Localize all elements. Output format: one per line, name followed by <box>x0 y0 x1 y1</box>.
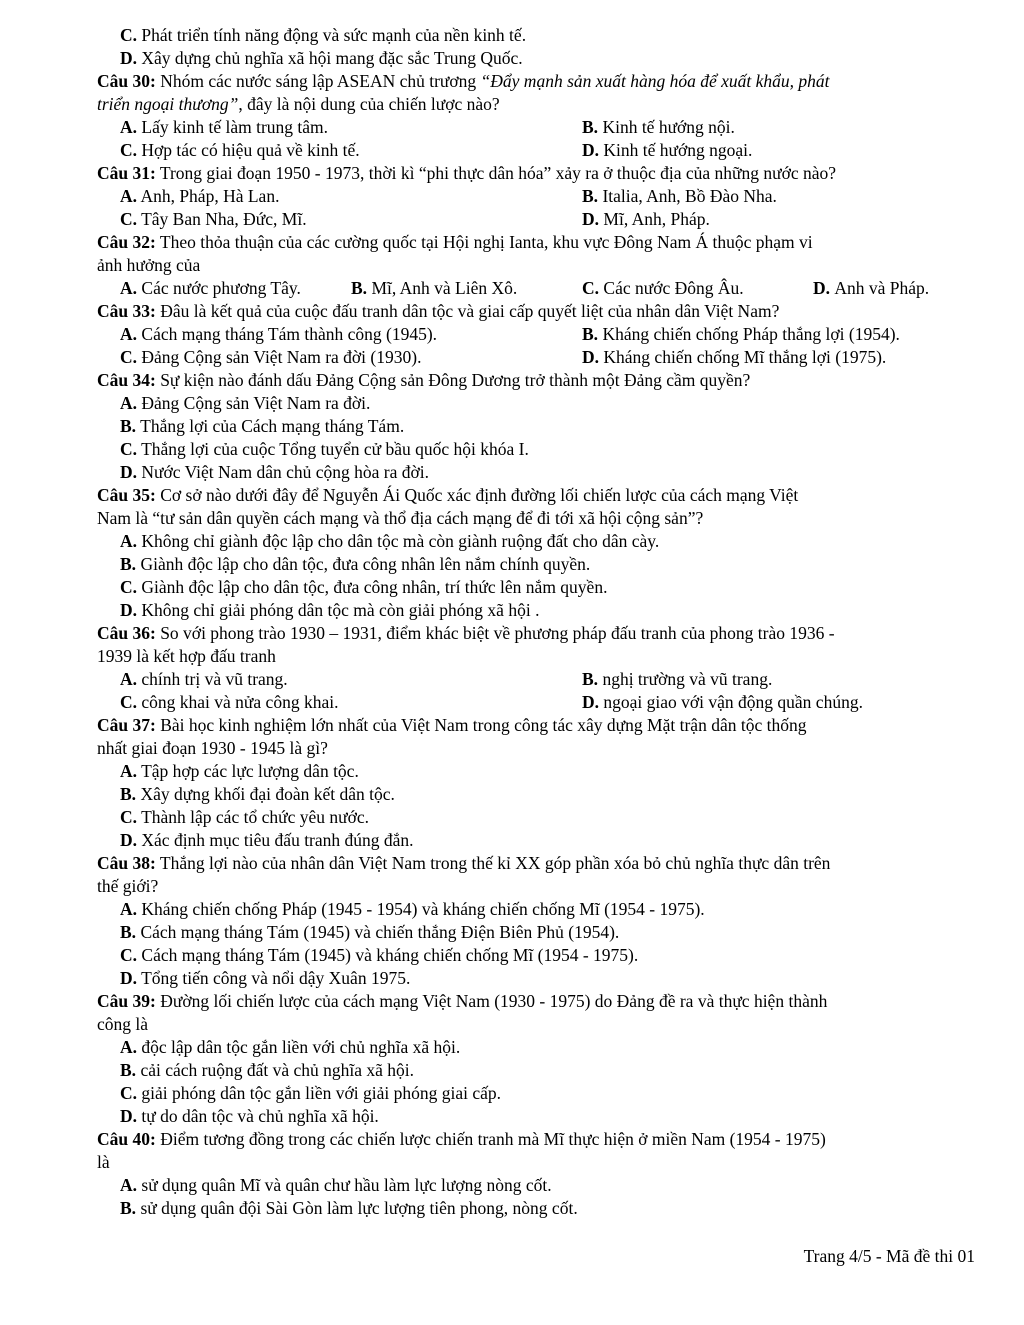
question-31-options-row1 <box>97 185 975 208</box>
option-a: A. sử dụng quân Mĩ và quân chư hầu làm lực lượng nòng cốt. <box>120 1175 552 1195</box>
option-c: C. giải phóng dân tộc gắn liền với giải phóng giai cấp. <box>120 1083 502 1103</box>
option-c: C. Hợp tác có hiệu quả về kinh tế. <box>120 140 360 160</box>
question-30-stem: Câu 30: Nhóm các nước sáng lập ASEAN chủ trương “Đẩy mạnh sản xuất hàng hóa để xuất khẩu, phát <box>97 71 830 91</box>
option-c: C. Thắng lợi của cuộc Tổng tuyển cử bầu quốc hội khóa I. <box>120 439 529 459</box>
option-b: B. nghị trường và vũ trang. <box>582 669 773 689</box>
page-footer: Trang 4/5 - Mã đề thi 01 <box>803 1246 975 1266</box>
question-36-options-row1 <box>97 668 975 691</box>
question-38-stem-cont: thế giới? <box>97 876 159 896</box>
option-a: A. Anh, Pháp, Hà Lan. <box>120 186 280 206</box>
question-32-stem-cont: ảnh hưởng của <box>97 255 201 275</box>
question-36-options-row2 <box>97 691 975 714</box>
option-c: C. Cách mạng tháng Tám (1945) và kháng chiến chống Mĩ (1954 - 1975). <box>120 945 639 965</box>
question-32-stem: Câu 32: Theo thỏa thuận của các cường quốc tại Hội nghị Ianta, khu vực Đông Nam Á thuộc phạm vi <box>97 232 813 252</box>
question-40-stem-cont: là <box>97 1152 110 1172</box>
option-b: B. Thắng lợi của Cách mạng tháng Tám. <box>120 416 405 436</box>
option-b: B. Cách mạng tháng Tám (1945) và chiến thắng Điện Biên Phủ (1954). <box>120 922 620 942</box>
option-c: C. Giành độc lập cho dân tộc, đưa công nhân, trí thức lên nắm quyền. <box>120 577 608 597</box>
option-a: A. độc lập dân tộc gắn liền với chủ nghĩa xã hội. <box>120 1037 461 1057</box>
option-d: D. Mĩ, Anh, Pháp. <box>582 209 710 229</box>
question-35-stem-cont: Nam là “tư sản dân quyền cách mạng và thổ địa cách mạng để đi tới xã hội cộng sản”? <box>97 508 704 528</box>
option-c: C. Phát triển tính năng động và sức mạnh của nền kinh tế. <box>120 25 527 45</box>
option-b: B. Kinh tế hướng nội. <box>582 117 735 137</box>
question-34-stem: Câu 34: Sự kiện nào đánh dấu Đảng Cộng sản Đông Dương trở thành một Đảng cầm quyền? <box>97 370 751 390</box>
option-b: B. sử dụng quân đội Sài Gòn làm lực lượng tiên phong, nòng cốt. <box>120 1198 578 1218</box>
exam-content <box>97 24 975 1220</box>
option-a: A. Các nước phương Tây. <box>120 278 301 298</box>
option-d: D. ngoại giao với vận động quần chúng. <box>582 692 863 712</box>
option-c: C. Các nước Đông Âu. <box>582 278 744 298</box>
question-37-stem: Câu 37: Bài học kinh nghiệm lớn nhất của Việt Nam trong công tác xây dựng Mặt trận dân tộc thống <box>97 715 807 735</box>
question-33-options-row1 <box>97 323 975 346</box>
option-d: D. Anh và Pháp. <box>813 278 930 298</box>
option-d: D. Xây dựng chủ nghĩa xã hội mang đặc sắc Trung Quốc. <box>120 48 523 68</box>
option-c: C. Tây Ban Nha, Đức, Mĩ. <box>120 209 307 229</box>
option-a: A. Cách mạng tháng Tám thành công (1945). <box>120 324 438 344</box>
option-d: D. Nước Việt Nam dân chủ cộng hòa ra đời. <box>120 462 429 482</box>
option-c: C. Đảng Cộng sản Việt Nam ra đời (1930). <box>120 347 422 367</box>
question-38-stem: Câu 38: Thắng lợi nào của nhân dân Việt Nam trong thế kỉ XX góp phần xóa bỏ chủ nghĩa thực dân trên <box>97 853 831 873</box>
question-39-stem-cont: công là <box>97 1014 149 1034</box>
option-a: A. Không chỉ giành độc lập cho dân tộc mà còn giành ruộng đất cho dân cày. <box>120 531 660 551</box>
question-36-stem: Câu 36: So với phong trào 1930 – 1931, điểm khác biệt về phương pháp đấu tranh của phong trào 1936 - <box>97 623 835 643</box>
option-c: C. công khai và nửa công khai. <box>120 692 339 712</box>
option-b: B. Kháng chiến chống Pháp thắng lợi (1954). <box>582 324 900 344</box>
option-d: D. Kháng chiến chống Mĩ thắng lợi (1975). <box>582 347 887 367</box>
option-b: B. Italia, Anh, Bồ Đào Nha. <box>582 186 777 206</box>
question-30-stem-cont: triển ngoại thương”, đây là nội dung của chiến lược nào? <box>97 94 500 114</box>
option-b: B. Giành độc lập cho dân tộc, đưa công nhân lên nắm chính quyền. <box>120 554 591 574</box>
question-30-options-row1 <box>97 116 975 139</box>
option-d: D. tự do dân tộc và chủ nghĩa xã hội. <box>120 1106 379 1126</box>
question-36-stem-cont: 1939 là kết hợp đấu tranh <box>97 646 276 666</box>
option-d: D. Tổng tiến công và nổi dậy Xuân 1975. <box>120 968 411 988</box>
question-39-stem: Câu 39: Đường lối chiến lược của cách mạng Việt Nam (1930 - 1975) do Đảng đề ra và thực hiện thành <box>97 991 828 1011</box>
question-31-stem: Câu 31: Trong giai đoạn 1950 - 1973, thời kì “phi thực dân hóa” xảy ra ở thuộc địa của những nước nào? <box>97 163 837 183</box>
option-b: B. Xây dựng khối đại đoàn kết dân tộc. <box>120 784 395 804</box>
question-30-options-row2 <box>97 139 975 162</box>
option-b: B. Mĩ, Anh và Liên Xô. <box>351 278 518 298</box>
option-d: D. Xác định mục tiêu đấu tranh đúng đắn. <box>120 830 414 850</box>
option-d: D. Không chỉ giải phóng dân tộc mà còn giải phóng xã hội . <box>120 600 540 620</box>
question-35-stem: Câu 35: Cơ sở nào dưới đây để Nguyễn Ái Quốc xác định đường lối chiến lược của cách mạng Việt <box>97 485 799 505</box>
question-33-stem: Câu 33: Đâu là kết quả của cuộc đấu tranh dân tộc và giai cấp quyết liệt của nhân dân Việt Nam? <box>97 301 780 321</box>
question-33-options-row2 <box>97 346 975 369</box>
option-c: C. Thành lập các tổ chức yêu nước. <box>120 807 369 827</box>
option-a: A. Tập hợp các lực lượng dân tộc. <box>120 761 359 781</box>
option-b: B. cải cách ruộng đất và chủ nghĩa xã hội. <box>120 1060 415 1080</box>
option-d: D. Kinh tế hướng ngoại. <box>582 140 753 160</box>
option-a: A. chính trị và vũ trang. <box>120 669 288 689</box>
question-31-options-row2 <box>97 208 975 231</box>
question-32-options <box>97 277 975 300</box>
question-37-stem-cont: nhất giai đoạn 1930 - 1945 là gì? <box>97 738 328 758</box>
question-40-stem: Câu 40: Điểm tương đồng trong các chiến lược chiến tranh mà Mĩ thực hiện ở miền Nam (1954 - 1975) <box>97 1129 826 1149</box>
option-a: A. Đảng Cộng sản Việt Nam ra đời. <box>120 393 371 413</box>
option-a: A. Kháng chiến chống Pháp (1945 - 1954) và kháng chiến chống Mĩ (1954 - 1975). <box>120 899 705 919</box>
option-a: A. Lấy kinh tế làm trung tâm. <box>120 117 329 137</box>
